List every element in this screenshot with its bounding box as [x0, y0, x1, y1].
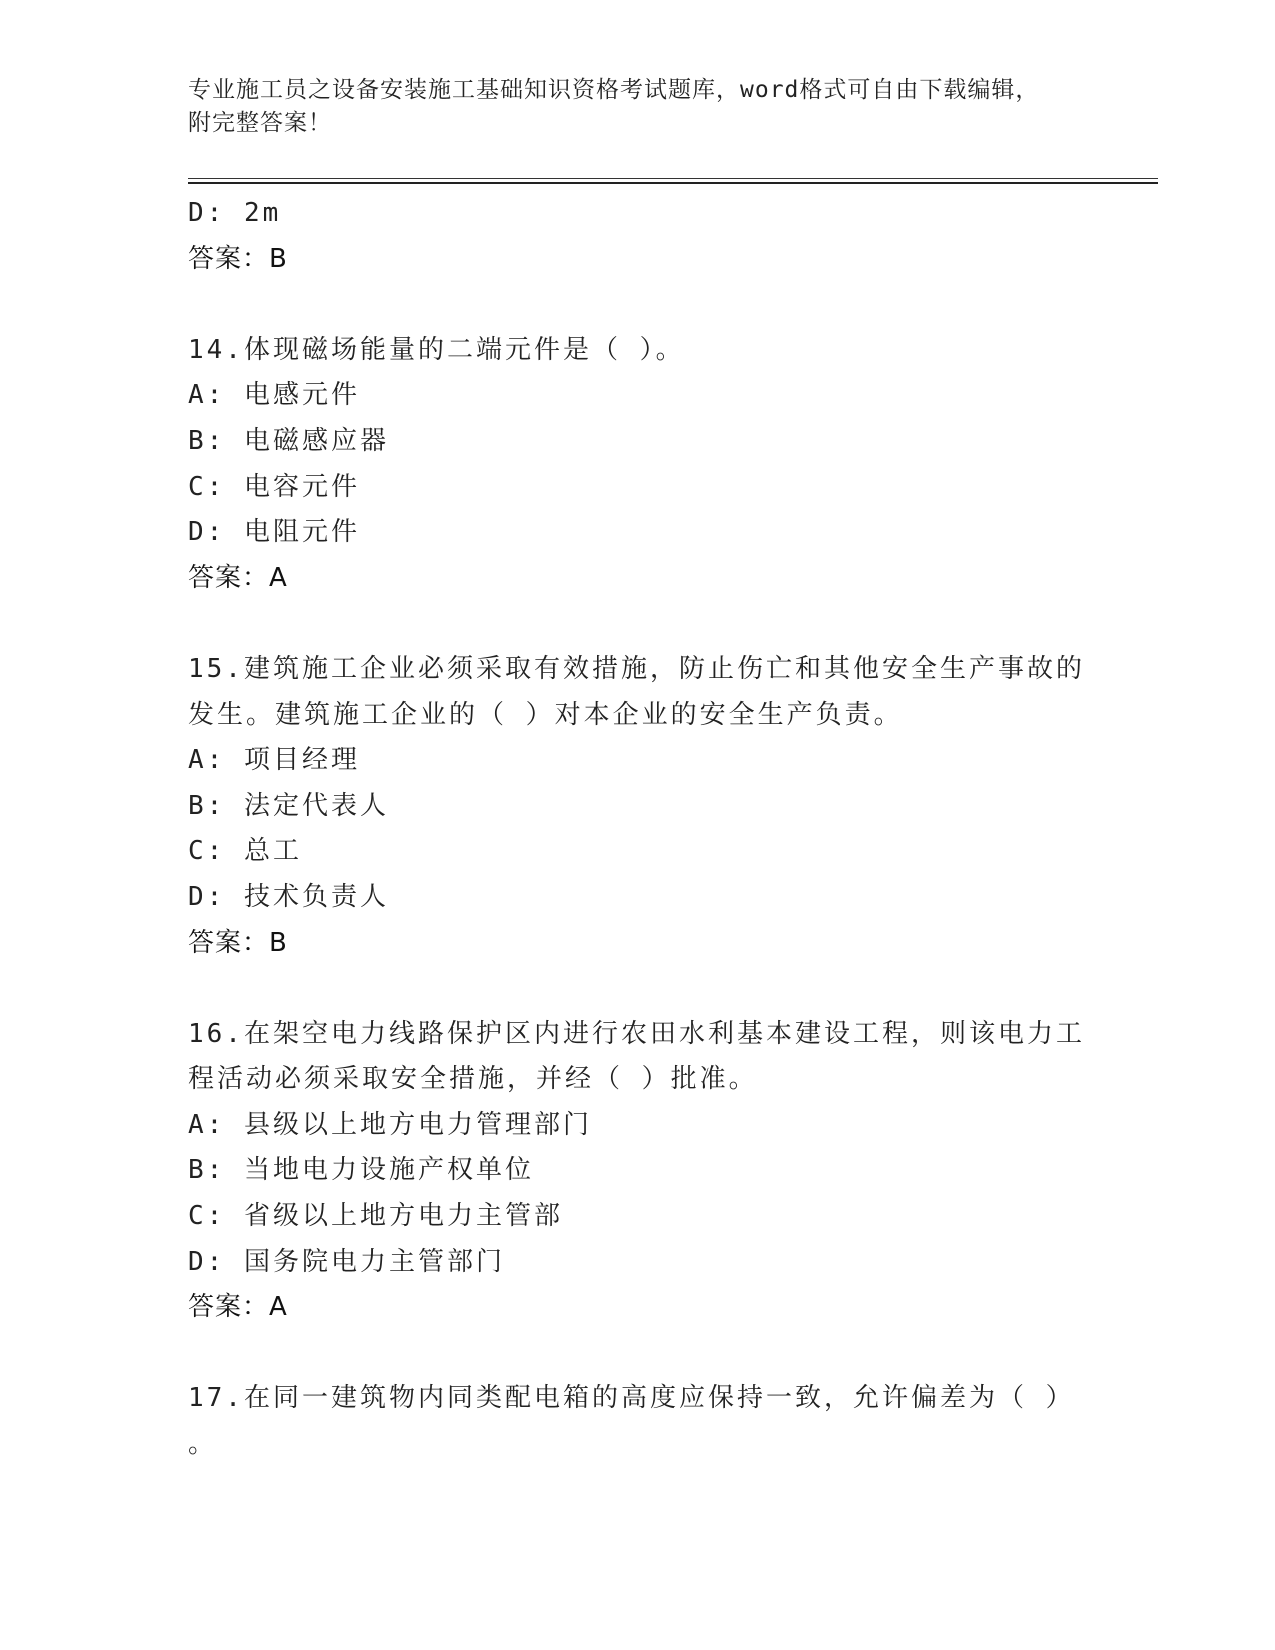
question-stem-line-1: 17.在同一建筑物内同类配电箱的高度应保持一致，允许偏差为（ ）: [188, 1383, 1075, 1414]
option-d: D: 电阻元件: [188, 517, 360, 548]
question-stem: 14.体现磁场能量的二端元件是（ ）。: [188, 334, 685, 365]
document-body: [188, 191, 1088, 1468]
prev-question-answer: 答案：B: [188, 243, 288, 274]
question-stem-line-2: 。: [188, 1429, 218, 1460]
question-16: [188, 1012, 1088, 1331]
question-15: [188, 647, 1088, 966]
option-d: D: 国务院电力主管部门: [188, 1246, 505, 1277]
option-c: C: 总工: [188, 836, 302, 867]
question-17: [188, 1376, 1088, 1467]
option-a: A: 县级以上地方电力管理部门: [188, 1109, 592, 1140]
question-stem-line-1: 15.建筑施工企业必须采取有效措施，防止伤亡和其他安全生产事故的: [188, 653, 1085, 684]
header-divider-thin: [188, 178, 1158, 179]
question-stem-line-1: 16.在架空电力线路保护区内进行农田水利基本建设工程，则该电力工: [188, 1018, 1085, 1049]
question-spacer: [188, 601, 1088, 647]
option-c: C: 电容元件: [188, 471, 360, 502]
option-c: C: 省级以上地方电力主管部: [188, 1201, 563, 1232]
answer: 答案：A: [188, 1292, 288, 1323]
option-a: A: 电感元件: [188, 380, 360, 411]
answer: 答案：B: [188, 927, 288, 958]
header-line-1: 专业施工员之设备安装施工基础知识资格考试题库，word格式可自由下载编辑，: [188, 77, 1040, 103]
question-stem-line-2: 发生。建筑施工企业的（ ）对本企业的安全生产负责。: [188, 699, 903, 730]
option-a: A: 项目经理: [188, 745, 360, 776]
prev-question-option-d: D: 2m: [188, 198, 282, 228]
header-divider-thick: [188, 182, 1158, 184]
question-stem-line-2: 程活动必须采取安全措施，并经（ ）批准。: [188, 1064, 758, 1095]
answer: 答案：A: [188, 562, 288, 593]
header-line-2: 附完整答案！: [188, 110, 332, 136]
option-b: B: 法定代表人: [188, 790, 389, 821]
option-b: B: 电磁感应器: [188, 425, 389, 456]
question-spacer: [188, 1331, 1088, 1377]
question-spacer: [188, 282, 1088, 328]
document-header: [188, 74, 1088, 140]
option-b: B: 当地电力设施产权单位: [188, 1155, 534, 1186]
option-d: D: 技术负责人: [188, 881, 389, 912]
question-spacer: [188, 966, 1088, 1012]
question-14: [188, 328, 1088, 602]
